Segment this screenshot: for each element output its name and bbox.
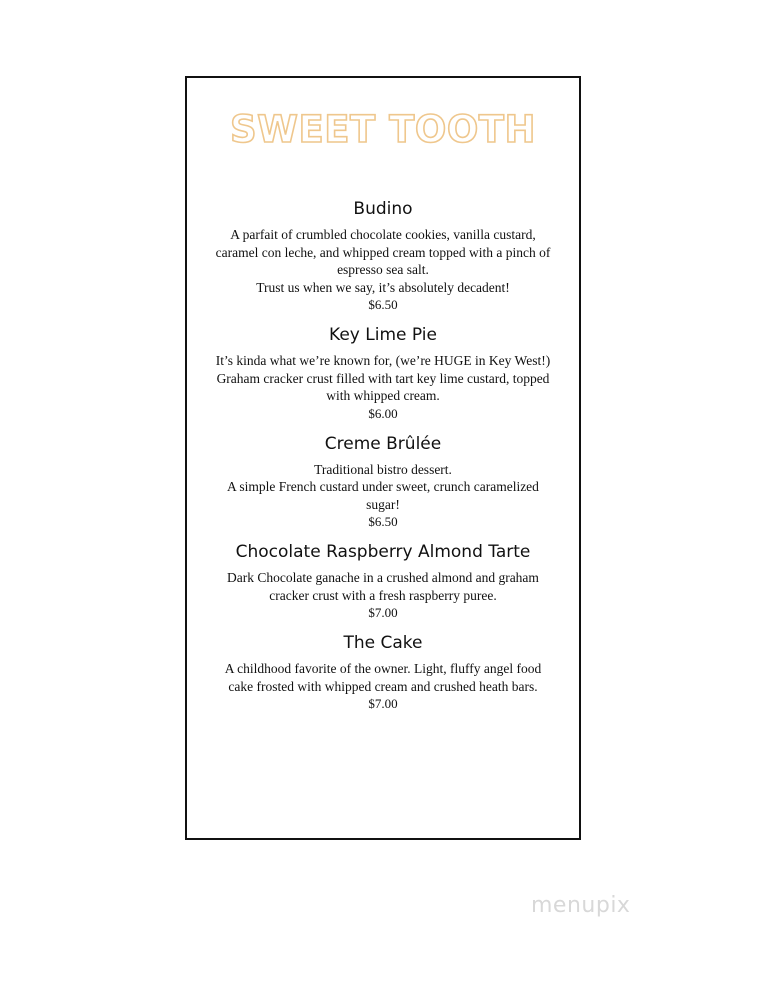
- item-name: Key Lime Pie: [329, 325, 437, 345]
- item-name: Budino: [353, 199, 413, 219]
- menu-item: [187, 433, 579, 531]
- item-price: $7.00: [368, 696, 398, 711]
- description-line: Dark Chocolate ganache in a crushed almond and graham: [227, 570, 539, 585]
- description-line: A parfait of crumbled chocolate cookies, vanilla custard,: [230, 227, 536, 242]
- menupix-watermark: menupix: [531, 893, 631, 918]
- item-description: [187, 352, 579, 405]
- description-line: Traditional bistro dessert.: [314, 461, 452, 477]
- menu-items: [187, 198, 579, 723]
- description-line: cracker crust with a fresh raspberry puree.: [269, 587, 497, 603]
- item-price: $6.50: [368, 514, 398, 529]
- description-line: Graham cracker crust filled with tart key lime custard, topped: [216, 370, 550, 386]
- item-price: $6.00: [368, 405, 398, 421]
- menu-title: SWEET TOOTH: [230, 108, 536, 151]
- item-price: $6.50: [368, 297, 398, 312]
- menu-item: [187, 541, 579, 621]
- item-description: [187, 461, 579, 514]
- menu-card: [185, 76, 581, 840]
- description-line: espresso sea salt.: [337, 262, 429, 277]
- menu-item: [187, 632, 579, 712]
- item-description: [187, 569, 579, 604]
- description-line: with whipped cream.: [326, 388, 440, 403]
- menu-item: [187, 198, 579, 313]
- item-name: Creme Brûlée: [324, 433, 442, 454]
- menu-item: [187, 324, 579, 422]
- description-line: A simple French custard under sweet, crunch caramelized: [227, 479, 539, 494]
- item-price: $7.00: [368, 605, 398, 620]
- description-line: caramel con leche, and whipped cream topped with a pinch of: [215, 244, 551, 260]
- description-line: cake frosted with whipped cream and crushed heath bars.: [228, 678, 538, 694]
- description-line: sugar!: [366, 496, 400, 512]
- item-name: Chocolate Raspberry Almond Tarte: [235, 542, 531, 562]
- description-line: A childhood favorite of the owner. Light, fluffy angel food: [224, 661, 542, 676]
- item-name: The Cake: [343, 633, 423, 653]
- item-description: [187, 660, 579, 695]
- description-line: Trust us when we say, it’s absolutely decadent!: [256, 279, 510, 295]
- item-description: [187, 226, 579, 296]
- description-line: It’s kinda what we’re known for, (we’re HUGE in Key West!): [215, 353, 551, 368]
